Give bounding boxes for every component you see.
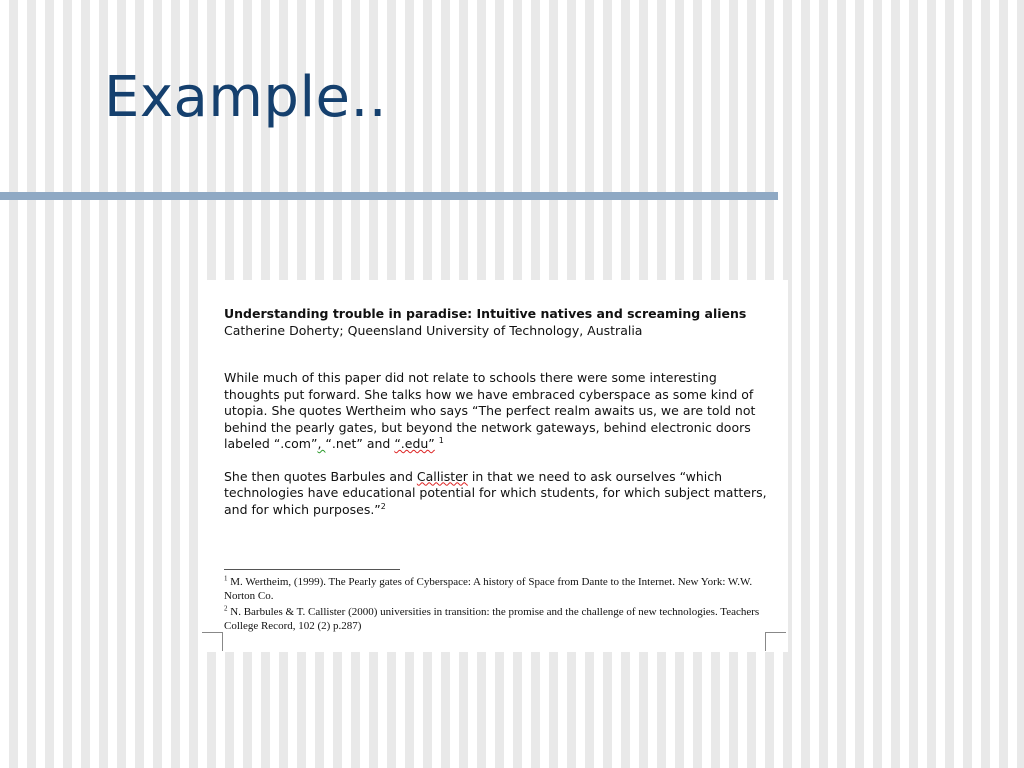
paragraph-2 [224, 469, 772, 519]
footnote-1-text: M. Wertheim, (1999). The Pearly gates of Cyberspace: A history of Space from Dante to the Internet. New York: W.W. Norton Co. [224, 576, 753, 602]
document-heading: Understanding trouble in paradise: Intuitive natives and screaming aliens [224, 306, 747, 321]
footnote-separator [224, 569, 400, 570]
paragraph-1 [224, 370, 772, 453]
footnote-ref-2: 2 [380, 501, 386, 511]
document-screenshot [198, 280, 788, 652]
footnote-1-number: 1 [224, 574, 228, 583]
footnotes [224, 575, 760, 635]
paragraph-2-callister: Callister [416, 468, 468, 484]
paragraph-2-suffix: in that we need to ask ourselves “which technologies have educational potential for which students, for which subject matters, and for which purposes.” [224, 468, 767, 517]
page-corner-left [202, 632, 223, 651]
paragraph-1-separator: , [317, 436, 326, 451]
footnote-2 [224, 605, 760, 633]
page-corner-right [765, 632, 786, 651]
title-divider [0, 192, 778, 200]
paragraph-2-prefix: She then quotes Barbules and [224, 468, 417, 484]
footnote-2-text: N. Barbules & T. Callister (2000) universities in transition: the promise and the challenge of new technologies. Teachers College Record, 102 (2) p.287) [224, 606, 760, 632]
paragraph-1-net: “.net” and [325, 436, 395, 451]
footnote-1 [224, 575, 760, 603]
document-body [224, 306, 772, 534]
slide-title: Example.. [104, 65, 388, 130]
footnote-2-number: 2 [224, 604, 228, 613]
footnote-ref-1: 1 [438, 435, 444, 445]
paragraph-1-edu: “.edu” [394, 436, 435, 451]
document-author: Catherine Doherty; Queensland University of Technology, Australia [224, 322, 643, 338]
paragraph-1-text: While much of this paper did not relate to schools there were some interesting thoughts put forward. She talks how we have embraced cyberspace as some kind of utopia. She quotes Wertheim who says “The perfect realm awaits us, we are told not behind the pearly gates, but beyond the network gateways, behind electronic doors labeled “.com” [224, 370, 756, 451]
